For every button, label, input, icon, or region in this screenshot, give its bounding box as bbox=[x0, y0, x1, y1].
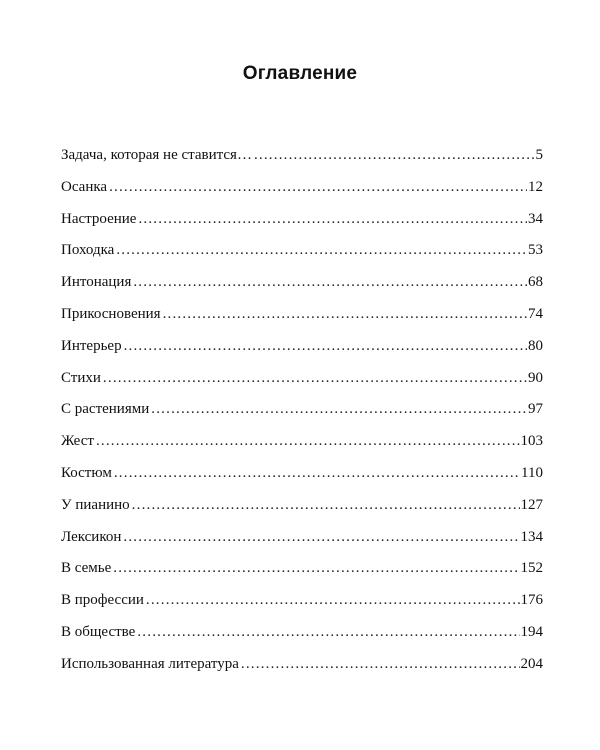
toc-entry bbox=[61, 655, 543, 687]
toc-leader-dots bbox=[109, 178, 527, 196]
toc-leader-dots bbox=[103, 369, 527, 387]
toc-entry-title: Лексикон bbox=[61, 528, 122, 545]
toc-entry bbox=[61, 273, 543, 305]
toc-page-number: 127 bbox=[520, 496, 543, 513]
toc-page-number: 80 bbox=[528, 337, 543, 354]
table-of-contents bbox=[61, 146, 543, 687]
toc-entry-title: В семье bbox=[61, 560, 112, 577]
toc-entry-title: Стихи bbox=[61, 369, 101, 386]
toc-leader-dots bbox=[151, 400, 527, 418]
toc-leader-dots bbox=[132, 496, 520, 514]
toc-leader-dots bbox=[123, 528, 519, 546]
toc-entry bbox=[61, 337, 543, 369]
toc-leader-dots bbox=[113, 559, 519, 577]
toc-entry bbox=[61, 210, 543, 242]
toc-entry-title: В обществе bbox=[61, 623, 136, 640]
toc-leader-dots bbox=[114, 464, 520, 482]
toc-leader-dots bbox=[241, 655, 520, 673]
toc-entry bbox=[61, 432, 543, 464]
toc-entry bbox=[61, 178, 543, 210]
toc-entry-title: Использованная литература bbox=[61, 655, 239, 672]
toc-entry-title: С растениями bbox=[61, 401, 150, 418]
toc-leader-dots bbox=[163, 305, 527, 323]
toc-leader-dots bbox=[116, 241, 527, 259]
toc-entry-title: Костюм bbox=[61, 464, 112, 481]
toc-page-number: 103 bbox=[520, 433, 543, 450]
toc-leader-dots bbox=[137, 623, 519, 641]
toc-entry-title: В профессии bbox=[61, 592, 144, 609]
toc-entry-title: Прикосновения bbox=[61, 305, 161, 322]
toc-entry-title: Интерьер bbox=[61, 337, 122, 354]
toc-entry bbox=[61, 464, 543, 496]
page-title: Оглавление bbox=[242, 63, 358, 84]
toc-leader-dots bbox=[133, 273, 527, 291]
toc-entry-title: Задача, которая не ставится… bbox=[61, 147, 252, 163]
toc-page-number: 68 bbox=[528, 274, 543, 291]
toc-leader-dots bbox=[138, 210, 527, 228]
toc-entry-title: У пианино bbox=[61, 496, 130, 513]
toc-page-number: 134 bbox=[520, 528, 543, 545]
toc-page-number: 90 bbox=[528, 369, 543, 386]
toc-page-number: 5 bbox=[535, 147, 543, 163]
toc-leader-dots bbox=[124, 337, 527, 355]
toc-entry bbox=[61, 146, 543, 178]
toc-entry bbox=[61, 559, 543, 591]
toc-page-number: 97 bbox=[528, 401, 543, 418]
toc-page-number: 74 bbox=[528, 305, 543, 322]
toc-entry bbox=[61, 528, 543, 560]
toc-page-number: 152 bbox=[520, 560, 543, 577]
toc-page-number: 34 bbox=[528, 210, 543, 227]
toc-entry bbox=[61, 241, 543, 273]
toc-entry-title: Жест bbox=[61, 433, 94, 450]
toc-entry bbox=[61, 400, 543, 432]
toc-entry-title: Походка bbox=[61, 242, 115, 259]
toc-page-number: 53 bbox=[528, 242, 543, 259]
toc-entry bbox=[61, 369, 543, 401]
toc-page-number: 110 bbox=[521, 464, 543, 481]
toc-entry bbox=[61, 591, 543, 623]
toc-page-number: 12 bbox=[528, 178, 543, 195]
toc-entry-title: Осанка bbox=[61, 178, 108, 195]
toc-entry bbox=[61, 623, 543, 655]
toc-entry bbox=[61, 305, 543, 337]
toc-leader-dots bbox=[146, 591, 520, 609]
toc-entry-title: Интонация bbox=[61, 274, 132, 291]
toc-page-number: 176 bbox=[520, 592, 543, 609]
toc-leader-dots bbox=[254, 146, 535, 164]
toc-page-number: 204 bbox=[520, 655, 543, 672]
toc-page-number: 194 bbox=[520, 623, 543, 640]
toc-entry bbox=[61, 496, 543, 528]
toc-entry-title: Настроение bbox=[61, 210, 137, 227]
toc-leader-dots bbox=[96, 432, 520, 450]
